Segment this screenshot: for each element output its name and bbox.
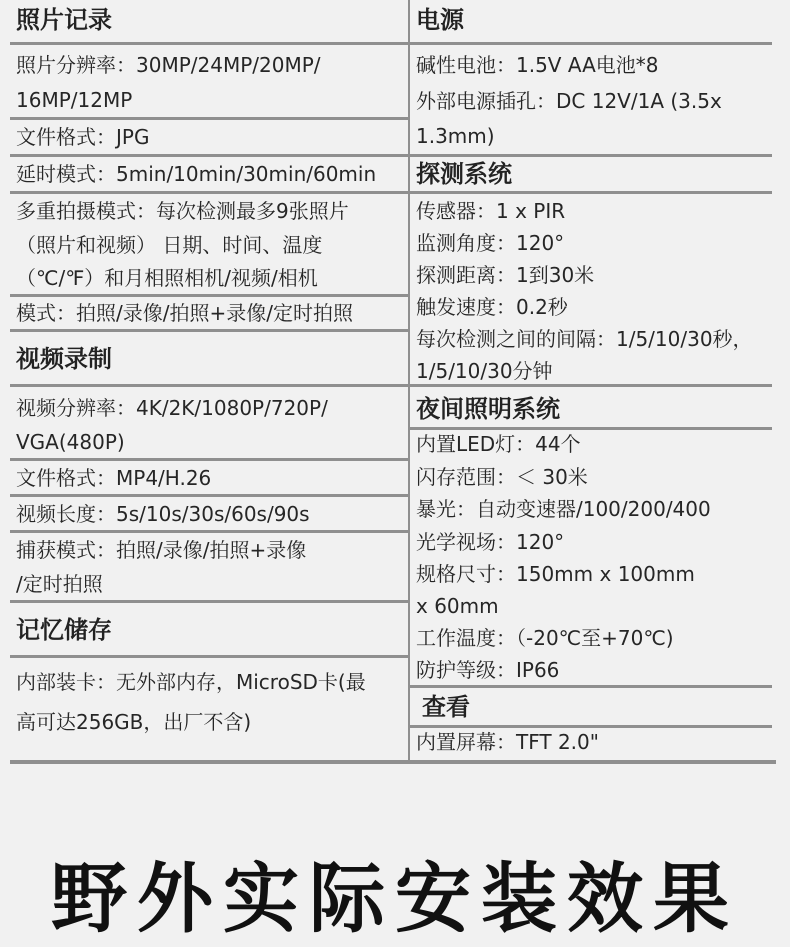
video-format-row: [10, 461, 408, 497]
video-section-header: [10, 332, 408, 387]
screen-row: [410, 728, 772, 760]
capture-mode-row: [10, 533, 408, 603]
video-resolution-row: [10, 387, 408, 461]
field-of-view: 光学视场：120°: [416, 530, 565, 554]
built-in-screen: 内置屏幕：TFT 2.0": [416, 730, 599, 754]
external-power-line2: 1.3mm): [416, 124, 495, 148]
interval-line1: 每次检测之间的间隔：1/5/10/30秒，: [416, 327, 753, 351]
memory-line1: 内部装卡：无外部内存，MicroSD卡(最: [16, 670, 366, 694]
memory-section-header: [10, 603, 408, 658]
sensor: 传感器：1 x PIR: [416, 199, 566, 223]
view-section-title: 查看: [422, 693, 470, 721]
external-power-line1: 外部电源插孔：DC 12V/1A (3.5x: [416, 89, 722, 113]
battery-row: [410, 45, 772, 82]
multi-shot-line1: 多重拍摄模式：每次检测最多9张照片: [16, 199, 349, 223]
video-section-title: 视频录制: [16, 345, 112, 373]
operating-temp: 工作温度：（-20℃至+70℃): [416, 626, 674, 650]
night-section-title: 夜间照明系统: [416, 395, 560, 423]
video-resolution-line2: VGA(480P): [16, 430, 125, 454]
photo-resolution-row: [10, 45, 408, 120]
photo-format: 文件格式：JPG: [16, 125, 150, 149]
view-section-header: [410, 688, 772, 728]
capture-mode-line1: 捕获模式：拍照/录像/拍照+录像: [16, 538, 307, 562]
detect-rows: [410, 194, 772, 387]
detect-angle: 监测角度：120°: [416, 231, 565, 255]
photo-section-header: [10, 0, 408, 45]
photo-format-row: [10, 120, 408, 157]
dimensions-line2: x 60mm: [416, 594, 499, 618]
battery: 碱性电池：1.5V AA电池*8: [416, 53, 659, 77]
video-format: 文件格式：MP4/H.26: [16, 466, 212, 490]
memory-row: [10, 658, 408, 758]
multi-shot-row: [10, 194, 408, 297]
video-length: 视频长度：5s/10s/30s/60s/90s: [16, 502, 310, 526]
capture-mode-line2: /定时拍照: [16, 572, 103, 596]
power-section-header: [410, 0, 772, 45]
table-bottom-border: [10, 760, 776, 764]
photo-resolution-line1: 照片分辨率：30MP/24MP/20MP/: [16, 53, 321, 77]
ip-rating: 防护等级：IP66: [416, 658, 560, 682]
detect-section-header: [410, 157, 772, 194]
power-section-title: 电源: [416, 6, 464, 34]
led-count: 内置LED灯：44个: [416, 432, 581, 456]
photo-section-title: 照片记录: [16, 6, 112, 34]
delay-mode-row: [10, 157, 408, 194]
trigger-speed: 触发速度：0.2秒: [416, 295, 568, 319]
mode-row: [10, 297, 408, 332]
night-section-header: [410, 390, 772, 430]
detect-section-title: 探测系统: [416, 160, 512, 188]
video-length-row: [10, 497, 408, 533]
exposure: 暴光：自动变速器/100/200/400: [416, 497, 711, 521]
memory-section-title: 记忆储存: [16, 616, 112, 644]
flash-range: 闪存范围：＜ 30米: [416, 465, 588, 489]
memory-line2: 高可达256GB，出厂不含): [16, 710, 252, 734]
detect-distance: 探测距离：1到30米: [416, 263, 595, 287]
multi-shot-line3: （℃/℉）和月相照相机/视频/相机: [16, 266, 318, 290]
video-resolution-line1: 视频分辨率：4K/2K/1080P/720P/: [16, 396, 328, 420]
night-rows: [410, 430, 772, 688]
mode: 模式：拍照/录像/拍照+录像/定时拍照: [16, 301, 353, 325]
external-power-row: [410, 82, 772, 157]
interval-line2: 1/5/10/30分钟: [416, 359, 553, 383]
multi-shot-line2: （照片和视频） 日期、时间、温度: [16, 233, 323, 257]
field-install-banner: 野外实际安装效果: [51, 854, 739, 943]
photo-resolution-line2: 16MP/12MP: [16, 88, 133, 112]
dimensions-line1: 规格尺寸：150mm x 100mm: [416, 562, 695, 586]
delay-mode: 延时模式：5min/10min/30min/60min: [16, 162, 377, 186]
